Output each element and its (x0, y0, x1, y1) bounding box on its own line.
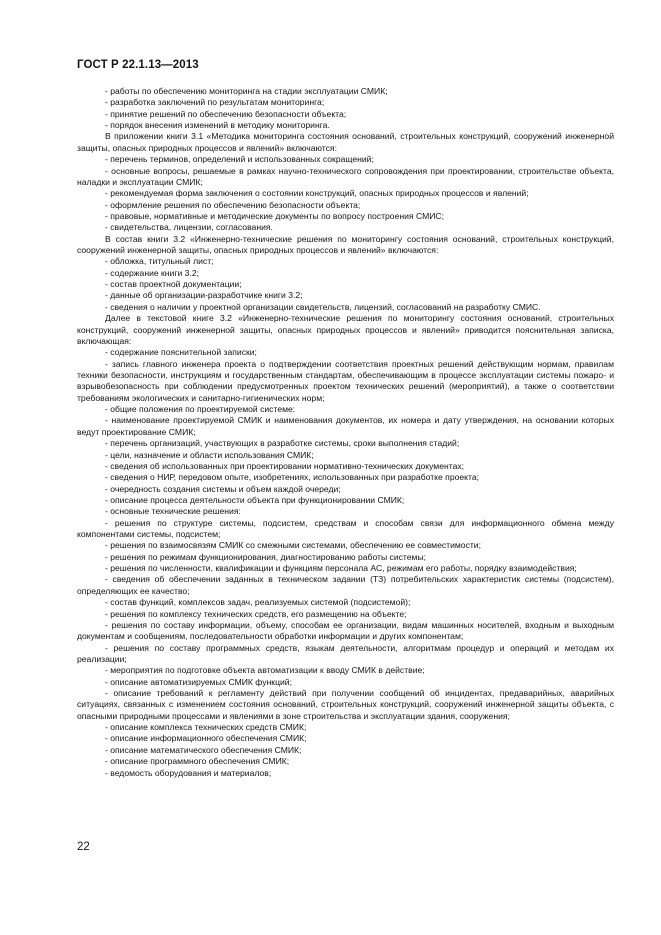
list-item: - перечень организаций, участвующих в разработке системы, сроки выполнения стадий; (105, 438, 460, 449)
list-item: - мероприятия по подготовке объекта автоматизации к вводу СМИК в действие; (105, 665, 425, 676)
list-item: - описание программного обеспечения СМИК; (105, 756, 290, 767)
list-item: - работы по обеспечению мониторинга на стадии эксплуатации СМИК; (105, 86, 388, 96)
list-item: - сведения о НИР, передовом опыте, изобретениях, использованных при разработке проекта; (105, 472, 480, 483)
list-item: - сведения о наличии у проектной организации свидетельств, лицензий, согласований на разработку СМИС. (105, 301, 541, 312)
list-item: - решения по взаимосвязям СМИК со смежными системами, обеспечению ее совместимости; (105, 540, 481, 551)
list-item: - запись главного инженера проекта о подтверждении соответствия проектных решений действующим нормам, правилам техники безопасности, инструкциям и государственным стандартам, обеспечивающим в процессе эксплуатации системы пожаро- и взрывобезопасность при соблюдении предусмотренных проектом технических решений (мероприятий), а также о соответствии требованиям экологических и санитарно-гигиенических норм; (77, 358, 614, 403)
list-item: - ведомость оборудования и материалов; (105, 767, 272, 778)
list-item: - описание процесса деятельности объекта при функционировании СМИК; (105, 494, 405, 505)
list-item: - порядок внесения изменений в методику мониторинга. (105, 120, 330, 131)
list-item: - очередность создания системы и объем каждой очереди; (105, 483, 341, 494)
paragraph: В состав книги 3.2 «Инженерно-технические решения по мониторингу состояния оснований, строительных конструкций, сооружений инженерной защиты, опасных природных процессов и явлений» включаются: (77, 233, 614, 256)
paragraph: Далее в текстовой книге 3.2 «Инженерно-технические решения по мониторингу состояния оснований, строительных конструкций, сооружений инженерной защиты, опасных природных процессов и явлений» приводится пояснительная записка, включающая: (77, 313, 614, 346)
list-item: - сведения об обеспечении заданных в техническом задании (ТЗ) потребительских характеристик системы (подсистем), определяющих ее качество; (77, 574, 614, 596)
document-body (77, 86, 614, 779)
list-item: - обложка, титульный лист; (105, 256, 214, 267)
list-item: - основные технические решения: (105, 506, 241, 517)
list-item: - решения по режимам функционирования, диагностированию работы системы; (105, 551, 427, 562)
list-item: - содержание пояснительной записки; (105, 347, 257, 358)
list-item: - сведения об использованных при проектировании нормативно-технических документах; (105, 460, 465, 471)
list-item: - решения по составу информации, объему, способам ее организации, видам машинных носителей, входным и выходным документам и сообщениям, последовательности обработки информации и других компонентам; (77, 619, 614, 642)
list-item: - данные об организации-разработчике книги 3.2; (105, 290, 303, 301)
page-number: 22 (77, 841, 90, 853)
list-item: - описание автоматизируемых СМИК функций; (105, 676, 292, 687)
list-item: - описание комплекса технических средств СМИК; (105, 722, 307, 733)
list-item: - описание информационного обеспечения СМИК; (105, 733, 307, 744)
list-item: - решения по численности, квалификации и функциям персонала АС, режимам его работы, порядку взаимодействия; (105, 563, 577, 574)
list-item: - рекомендуемая форма заключения о состоянии конструкций, опасных природных процессов и явлений; (105, 188, 529, 199)
list-item: - принятие решений по обеспечению безопасности объекта; (105, 108, 347, 119)
list-item: - описание математического обеспечения СМИК; (105, 744, 302, 755)
list-item: - свидетельства, лицензии, согласования. (105, 222, 273, 233)
list-item: - оформление решения по обеспечению безопасности объекта; (105, 199, 361, 210)
list-item: - содержание книги 3.2; (105, 267, 200, 278)
list-item: - перечень терминов, определений и использованных сокращений; (105, 154, 374, 165)
list-item: - правовые, нормативные и методические документы по вопросу построения СМИС; (105, 210, 444, 221)
list-item: - решения по комплексу технических средств, его размещению на объекте; (105, 608, 407, 619)
list-item: - состав функций, комплексов задач, реализуемых системой (подсистемой); (105, 597, 411, 608)
document-header: ГОСТ Р 22.1.13—2013 (77, 59, 199, 71)
list-item: - состав проектной документации; (105, 279, 242, 290)
list-item: - решения по составу программных средств, языкам деятельности, алгоритмам процедур и операций и методам их реализации; (77, 642, 614, 664)
list-item: - общие положения по проектируемой системе: (105, 404, 296, 415)
list-item: - основные вопросы, решаемые в рамках научно-технического сопровождения при проектировании, строительстве объекта, наладки и эксплуатации СМИК; (77, 165, 614, 187)
list-item: - наименование проектируемой СМИК и наименования документов, их номера и дату утверждения, на основании которых ведут проектирование СМИК; (77, 415, 614, 437)
list-item: - цели, назначение и области использования СМИК; (105, 449, 314, 460)
paragraph: В приложении книги 3.1 «Методика мониторинга состояния оснований, строительных конструкций, сооружений инженерной защиты, опасных природных процессов и явлений» включаются: (77, 131, 614, 153)
list-item: - разработка заключений по результатам мониторинга; (105, 97, 325, 108)
list-item: - описание требований к регламенту действий при получении сообщений об инцидентах, предаварийных, аварийных ситуациях, связанных с изменением состояния оснований, строительных конструкций, сооружений инженерной защиты объекта, с опасными природными процессами и явлениями в зоне строительства и эксплуатации здания, сооружения; (77, 688, 614, 721)
list-item: - решения по структуре системы, подсистем, средствам и способам связи для информационного обмена между компонентами системы, подсистем; (77, 517, 614, 540)
